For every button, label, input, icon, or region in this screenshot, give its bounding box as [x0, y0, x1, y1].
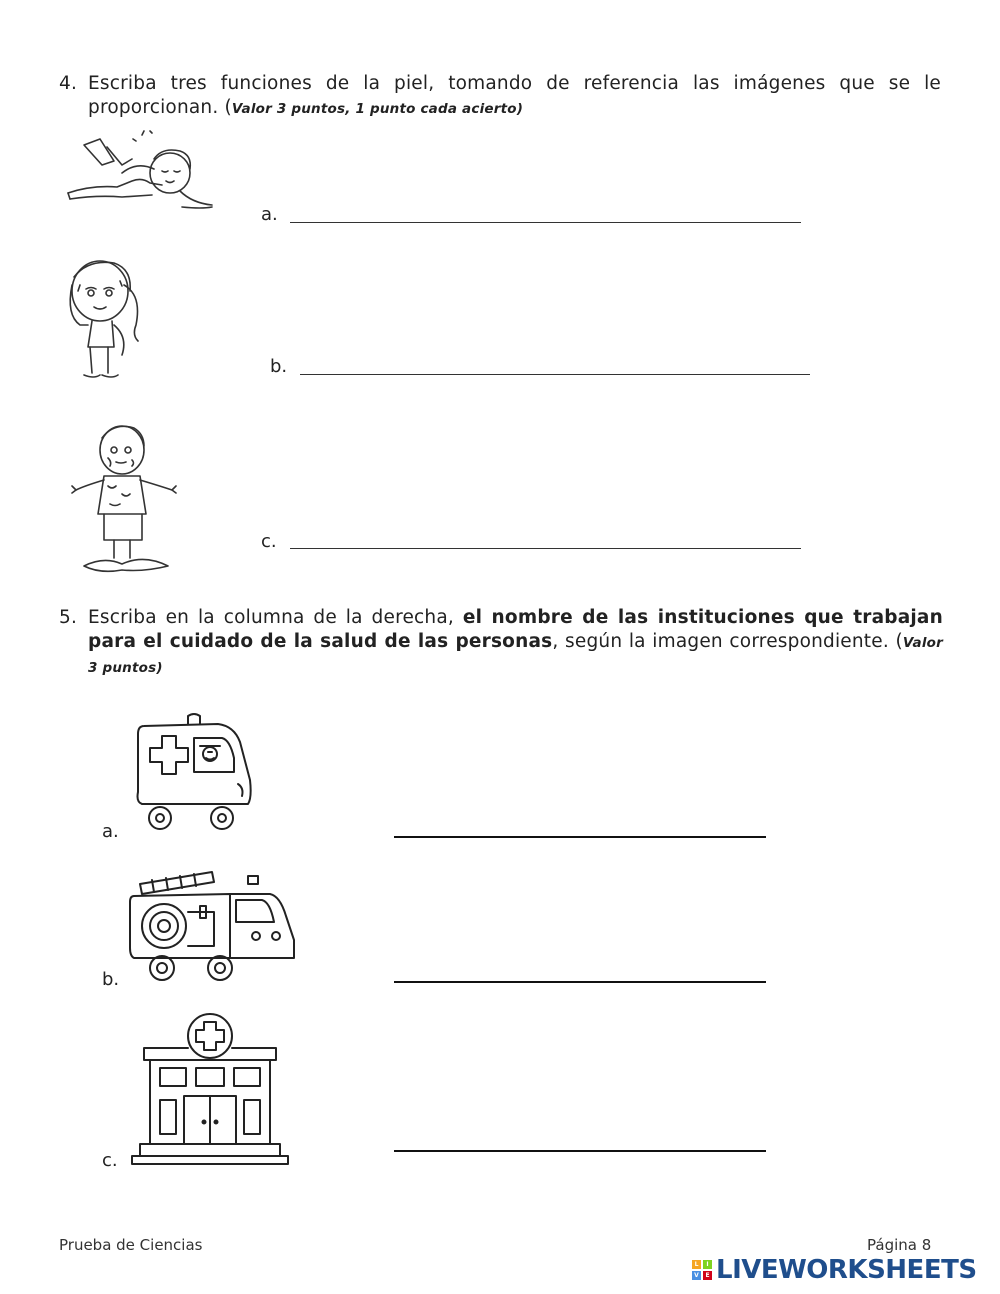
ambulance-illustration [130, 712, 260, 837]
q4-answer-line-c[interactable] [290, 548, 801, 549]
logo-block-l: L [692, 1260, 701, 1269]
logo-block-e: E [703, 1271, 712, 1280]
q4-label-a: a. [261, 204, 278, 225]
dirty-child-illustration [64, 420, 194, 580]
question-4-text [88, 72, 941, 121]
logo-block-v: V [692, 1271, 701, 1280]
sweating-girl-illustration [58, 255, 158, 390]
q5-label-c: c. [102, 1150, 118, 1171]
question-5 [59, 606, 943, 676]
q4-answer-line-a[interactable] [290, 222, 801, 223]
logo-blocks-icon [692, 1260, 712, 1280]
question-5-prompt-start: Escriba en la columna de la derecha, [88, 607, 463, 628]
question-4-number: 4. [59, 73, 78, 94]
footer-page-number: Página 8 [867, 1236, 932, 1254]
fire-truck-illustration [130, 866, 300, 986]
question-5-value-note: Valor 3 puntos) [88, 635, 943, 676]
q4-answer-line-b[interactable] [300, 374, 810, 375]
q5-answer-line-a[interactable] [394, 836, 766, 838]
question-5-prompt-bold: el nombre de las instituciones que trabajan para el cuidado de la salud de las personas [88, 607, 943, 652]
question-5-number: 5. [59, 607, 78, 628]
hospital-illustration [130, 1012, 290, 1170]
logo-wordmark: LIVEWORKSHEETS [716, 1255, 977, 1285]
footer-title: Prueba de Ciencias [59, 1236, 203, 1254]
q4-label-b: b. [270, 356, 288, 377]
question-5-text [88, 606, 943, 680]
logo-block-i: I [703, 1260, 712, 1269]
q5-label-b: b. [102, 969, 120, 990]
question-4-value-note: Valor 3 puntos, 1 punto cada acierto) [231, 101, 524, 117]
q5-answer-line-b[interactable] [394, 981, 766, 983]
liveworksheets-logo[interactable] [692, 1256, 992, 1284]
question-4-prompt: Escriba tres funciones de la piel, tomando de referencia las imágenes que se le proporcionan. ( [88, 73, 941, 118]
question-4 [59, 72, 941, 122]
q4-label-c: c. [261, 531, 277, 552]
q5-label-a: a. [102, 821, 119, 842]
question-5-prompt-end: , según la imagen correspondiente. ( [552, 631, 903, 652]
fainted-child-illustration [62, 125, 222, 220]
q5-answer-line-c[interactable] [394, 1150, 766, 1152]
